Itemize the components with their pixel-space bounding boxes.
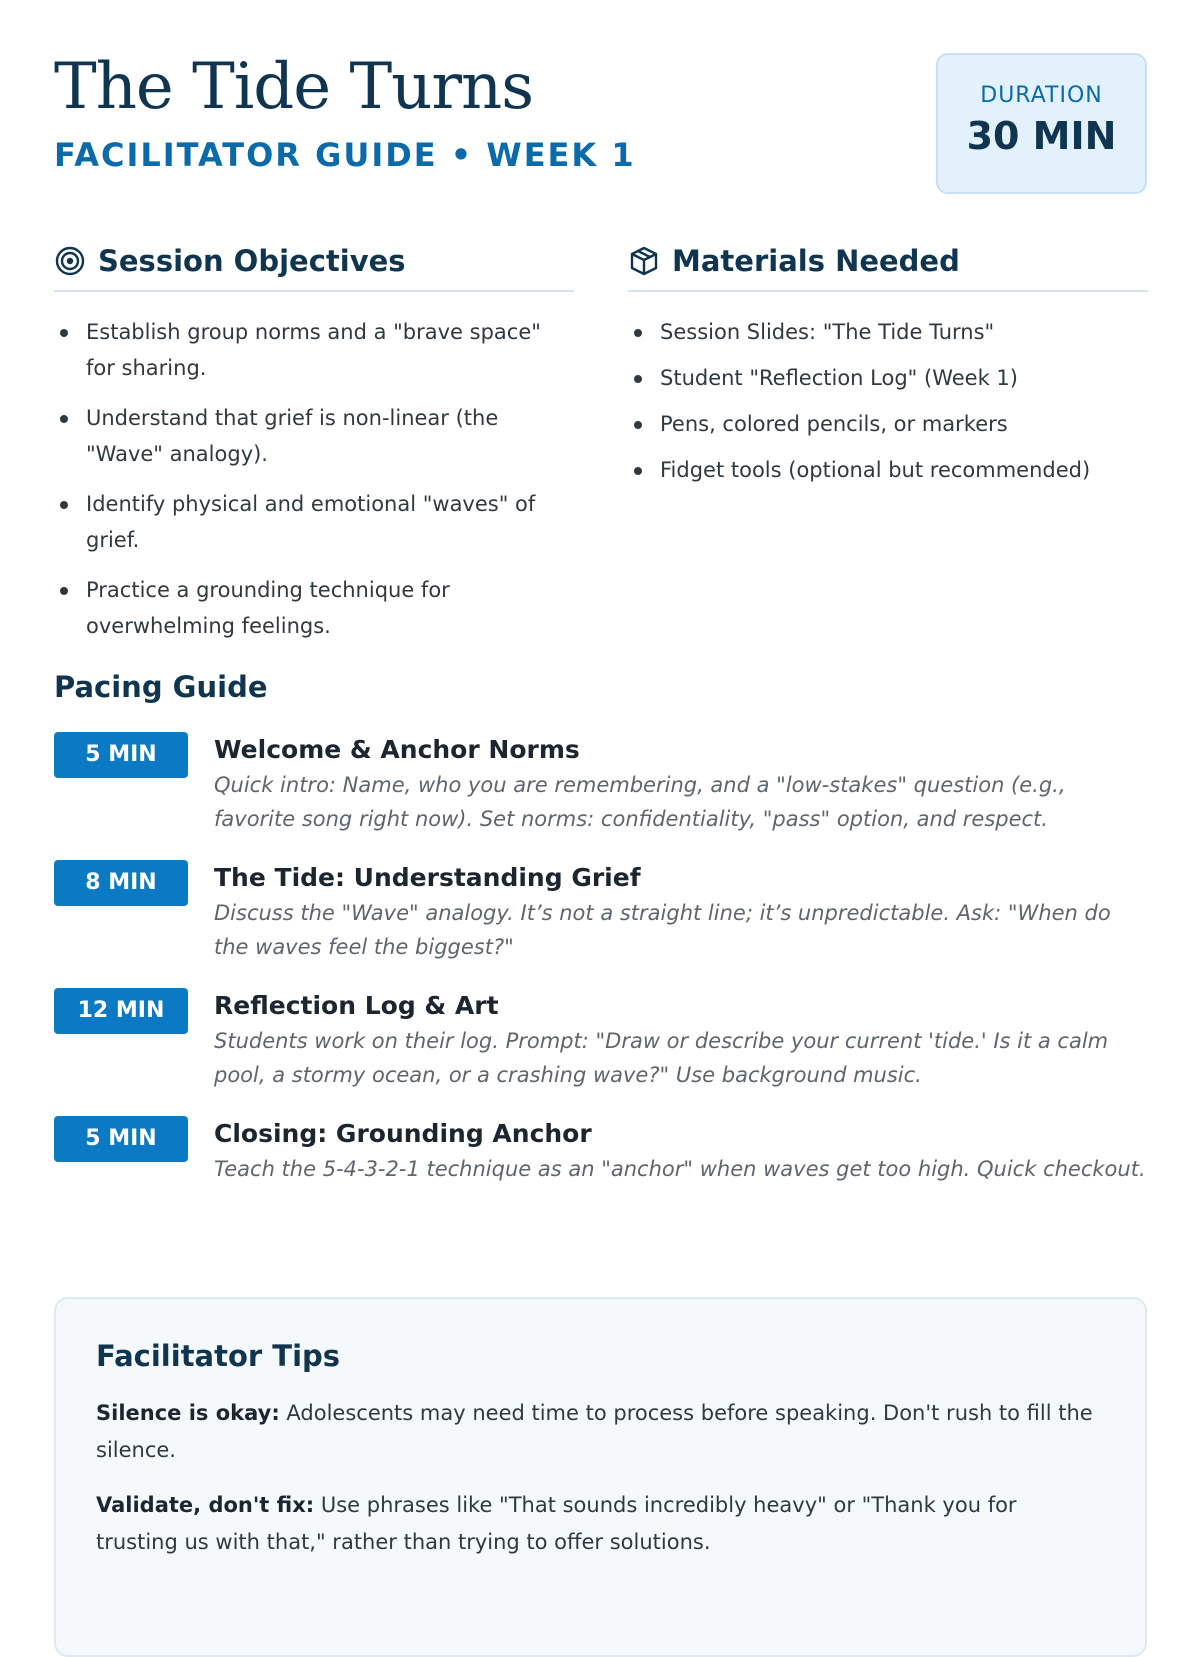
time-badge: 5 MIN [54, 732, 188, 778]
time-badge: 5 MIN [54, 1116, 188, 1162]
pacing-heading: Pacing Guide [54, 670, 268, 704]
pacing-description: Discuss the "Wave" analogy. It’s not a straight line; it’s unpredictable. Ask: "When do the waves feel the biggest?" [214, 901, 1111, 959]
materials-header [628, 244, 1148, 292]
header [54, 0, 1147, 230]
tip-item [96, 1395, 1105, 1469]
pacing-row [54, 860, 1147, 964]
pacing-body [214, 860, 1147, 964]
tip-label: Validate, don't fix: [96, 1493, 315, 1517]
duration-label: DURATION [980, 83, 1103, 108]
materials-list [628, 314, 1148, 488]
objective-item: Establish group norms and a "brave space" for sharing. [54, 314, 574, 386]
overview-columns [54, 230, 1147, 670]
pacing-row [54, 988, 1147, 1092]
pacing-row [54, 1116, 1147, 1186]
pacing-title: Reflection Log & Art [214, 991, 499, 1020]
target-icon [54, 245, 86, 277]
objectives-list [54, 314, 574, 644]
time-badge: 12 MIN [54, 988, 188, 1034]
page-subtitle: FACILITATOR GUIDE • WEEK 1 [54, 136, 636, 174]
duration-box [936, 53, 1147, 194]
objectives-section [54, 230, 574, 658]
pacing-body [214, 1116, 1147, 1186]
objective-item: Understand that grief is non-linear (the "Wave" analogy). [54, 400, 574, 472]
objectives-header [54, 244, 574, 292]
materials-section [628, 230, 1148, 498]
objective-item: Practice a grounding technique for overwhelming feelings. [54, 572, 574, 644]
pacing-description: Quick intro: Name, who you are remembering, and a "low-stakes" question (e.g., favorite song right now). Set norms: confidentiality, "pass" option, and respect. [214, 773, 1066, 831]
objective-item: Identify physical and emotional "waves" of grief. [54, 486, 574, 558]
pacing-body [214, 988, 1147, 1092]
pacing-guide [54, 670, 1147, 1186]
package-icon [628, 245, 660, 277]
tips-heading: Facilitator Tips [96, 1339, 341, 1373]
tip-text: Adolescents may need time to process before speaking. Don't rush to fill the silence. [96, 1401, 1093, 1462]
material-item: Fidget tools (optional but recommended) [628, 452, 1148, 488]
page [54, 0, 1147, 1210]
pacing-row [54, 732, 1147, 836]
facilitator-tips [54, 1297, 1147, 1657]
time-badge: 8 MIN [54, 860, 188, 906]
duration-value: 30 MIN [966, 114, 1117, 158]
material-item: Pens, colored pencils, or markers [628, 406, 1148, 442]
material-item: Session Slides: "The Tide Turns" [628, 314, 1148, 350]
pacing-title: Closing: Grounding Anchor [214, 1119, 592, 1148]
tip-text: Use phrases like "That sounds incredibly heavy" or "Thank you for trusting us with that," rather than trying to offer solutions. [96, 1493, 1017, 1554]
tip-label: Silence is okay: [96, 1401, 280, 1425]
material-item: Student "Reflection Log" (Week 1) [628, 360, 1148, 396]
pacing-title: The Tide: Understanding Grief [214, 863, 641, 892]
pacing-body [214, 732, 1147, 836]
page-title: The Tide Turns [54, 50, 534, 124]
pacing-description: Students work on their log. Prompt: "Draw or describe your current 'tide.' Is it a calm pool, a stormy ocean, or a crashing wave?" Use background music. [214, 1029, 1109, 1087]
pacing-description: Teach the 5-4-3-2-1 technique as an "anchor" when waves get too high. Quick checkout. [214, 1157, 1146, 1181]
tip-item [96, 1487, 1105, 1561]
pacing-title: Welcome & Anchor Norms [214, 735, 580, 764]
materials-heading: Materials Needed [672, 244, 960, 278]
objectives-heading: Session Objectives [98, 244, 406, 278]
